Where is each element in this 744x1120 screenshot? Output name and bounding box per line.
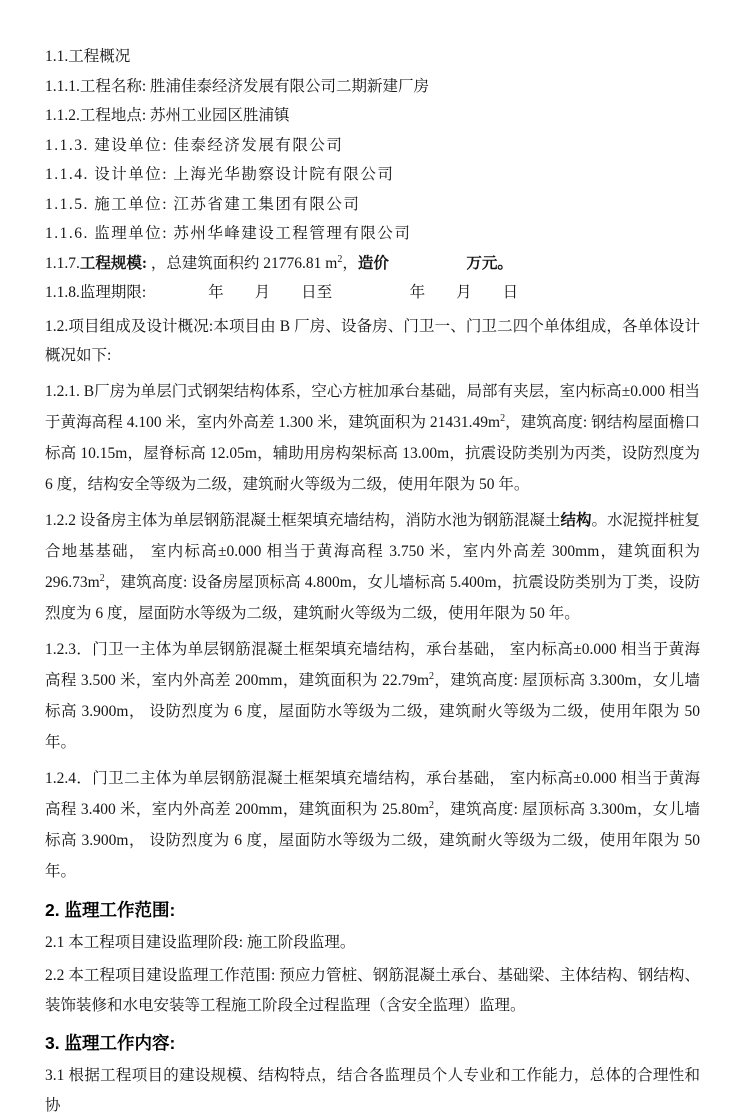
text-segment: 1.1.工程概况 (45, 48, 131, 65)
text-segment: 1.1.6. 监理单位: 苏州华峰建设工程管理有限公司 (45, 225, 412, 242)
document-content (45, 42, 700, 1120)
text-segment: 1.1.8.监理期限: 年 月 日至 年 月 日 (45, 284, 519, 301)
para-1-2-4 (45, 763, 700, 887)
item-1-1-4 (45, 160, 700, 190)
para-1-2-1 (45, 376, 700, 500)
text-segment: 1.1.7. (45, 254, 80, 272)
item-1-1-7 (45, 249, 700, 279)
item-1-1-3 (45, 131, 700, 161)
item-1-1 (45, 42, 700, 72)
item-1-1-2 (45, 101, 700, 131)
text-segment: 结构 (560, 511, 592, 529)
text-segment: ，建筑高度: 钢结构屋面檐口标高 10.15m，屋脊标高 12.05m，辅助用房构架标高 13.00m，抗震设防类别为丙类，设防烈度为 6 度，结构安全等级为二级，建筑耐火等级为二级，使用年限为 50 年。 (45, 413, 700, 493)
text-segment: 1.2.3．门卫一主体为单层钢筋混凝土框架填充墙结构，承台基础， 室内标高±0.000 相当于黄海高程 3.500 米，室内外高差 200mm，建筑面积为 22.79m (45, 640, 700, 689)
text-segment: 1.1.1.工程名称: 胜浦佳泰经济发展有限公司二期新建厂房 (45, 77, 430, 95)
item-1-1-8 (45, 278, 700, 308)
para-2-2 (45, 961, 700, 1020)
text-segment: ， (342, 254, 358, 272)
text-segment: ，总建筑面积约 21776.81 m (147, 254, 338, 272)
text-segment: 1.2.2 设备房主体为单层钢筋混凝土框架填充墙结构，消防水池为钢筋混凝土 (45, 511, 561, 529)
para-3-1 (45, 1061, 700, 1120)
text-segment: 1.2.4．门卫二主体为单层钢筋混凝土框架填充墙结构，承台基础， 室内标高±0.000 相当于黄海高程 3.400 米，室内外高差 200mm，建筑面积为 25.80m (45, 769, 700, 818)
text-segment: 2.2 本工程项目建设监理工作范围: 预应力管桩、钢筋混凝土承台、基础梁、主体结构、钢结构、装饰装修和水电安装等工程施工阶段全过程监理（含安全监理）监理。 (45, 967, 700, 1014)
text-segment: 造价 (357, 254, 389, 272)
superscript-2: 2 (429, 799, 435, 811)
para-2-1 (45, 928, 700, 958)
text-segment: 万元。 (466, 254, 513, 272)
text-segment: 3. 监理工作内容: (45, 1033, 176, 1053)
item-1-1-6 (45, 219, 700, 249)
text-segment: ，建筑高度: 设备房屋顶标高 4.800m，女儿墙标高 5.400m，抗震设防类别为丁类，设防烈度为 6 度，屋面防水等级为二级，建筑耐火等级为二级，使用年限为 50 年。 (45, 573, 700, 622)
superscript-2: 2 (429, 670, 435, 682)
superscript-2: 2 (500, 412, 506, 424)
text-segment: 。水泥搅拌桩复合地基基础， 室内标高±0.000 相当于黄海高程 3.750 米，室内外高差 300mm，建筑面积为 296.73m (45, 511, 700, 591)
superscript-2: 2 (337, 253, 343, 265)
text-segment: 1.1.4. 设计单位: 上海光华勘察设计院有限公司 (45, 166, 395, 183)
text-segment: 3.1 根据工程项目的建设规模、结构特点，结合各监理员个人专业和工作能力，总体的合理性和协 (45, 1067, 700, 1114)
item-1-1-1 (45, 72, 700, 102)
text-segment: ，建筑高度: 屋顶标高 3.300m，女儿墙标高 3.900m， 设防烈度为 6 度，屋面防水等级为二级，建筑耐火等级为二级，使用年限为 50 年。 (45, 800, 700, 880)
para-1-2-2 (45, 505, 700, 629)
text-segment: 1.1.3. 建设单位: 佳泰经济发展有限公司 (45, 136, 344, 154)
text-segment: 2.1 本工程项目建设监理阶段: 施工阶段监理。 (45, 933, 356, 951)
text-segment: 1.1.5. 施工单位: 江苏省建工集团有限公司 (45, 195, 361, 213)
heading-3 (45, 1029, 700, 1057)
text-segment: 1.2.1. B厂房为单层门式钢架结构体系，空心方桩加承台基础，局部有夹层，室内标高±0.000 相当于黄海高程 4.100 米，室内外高差 1.300 米，建筑面积为 21431.49m (45, 382, 700, 431)
text-segment: 工程规模: (79, 254, 148, 272)
heading-2 (45, 896, 700, 924)
text-segment: 1.2.项目组成及设计概况:本项目由 B 厂房、设备房、门卫一、门卫二四个单体组成，各单体设计概况如下: (45, 317, 700, 364)
text-segment: ，建筑高度: 屋顶标高 3.300m，女儿墙标高 3.900m， 设防烈度为 6 度，屋面防水等级为二级，建筑耐火等级为二级，使用年限为 50 年。 (45, 671, 700, 751)
para-1-2-3 (45, 634, 700, 758)
superscript-2: 2 (99, 572, 105, 584)
item-1-1-5 (45, 190, 700, 220)
para-1-2 (45, 312, 700, 371)
text-segment: 1.1.2.工程地点: 苏州工业园区胜浦镇 (45, 107, 290, 124)
text-segment: 2. 监理工作范围: (45, 899, 176, 920)
text-segment (389, 255, 467, 272)
